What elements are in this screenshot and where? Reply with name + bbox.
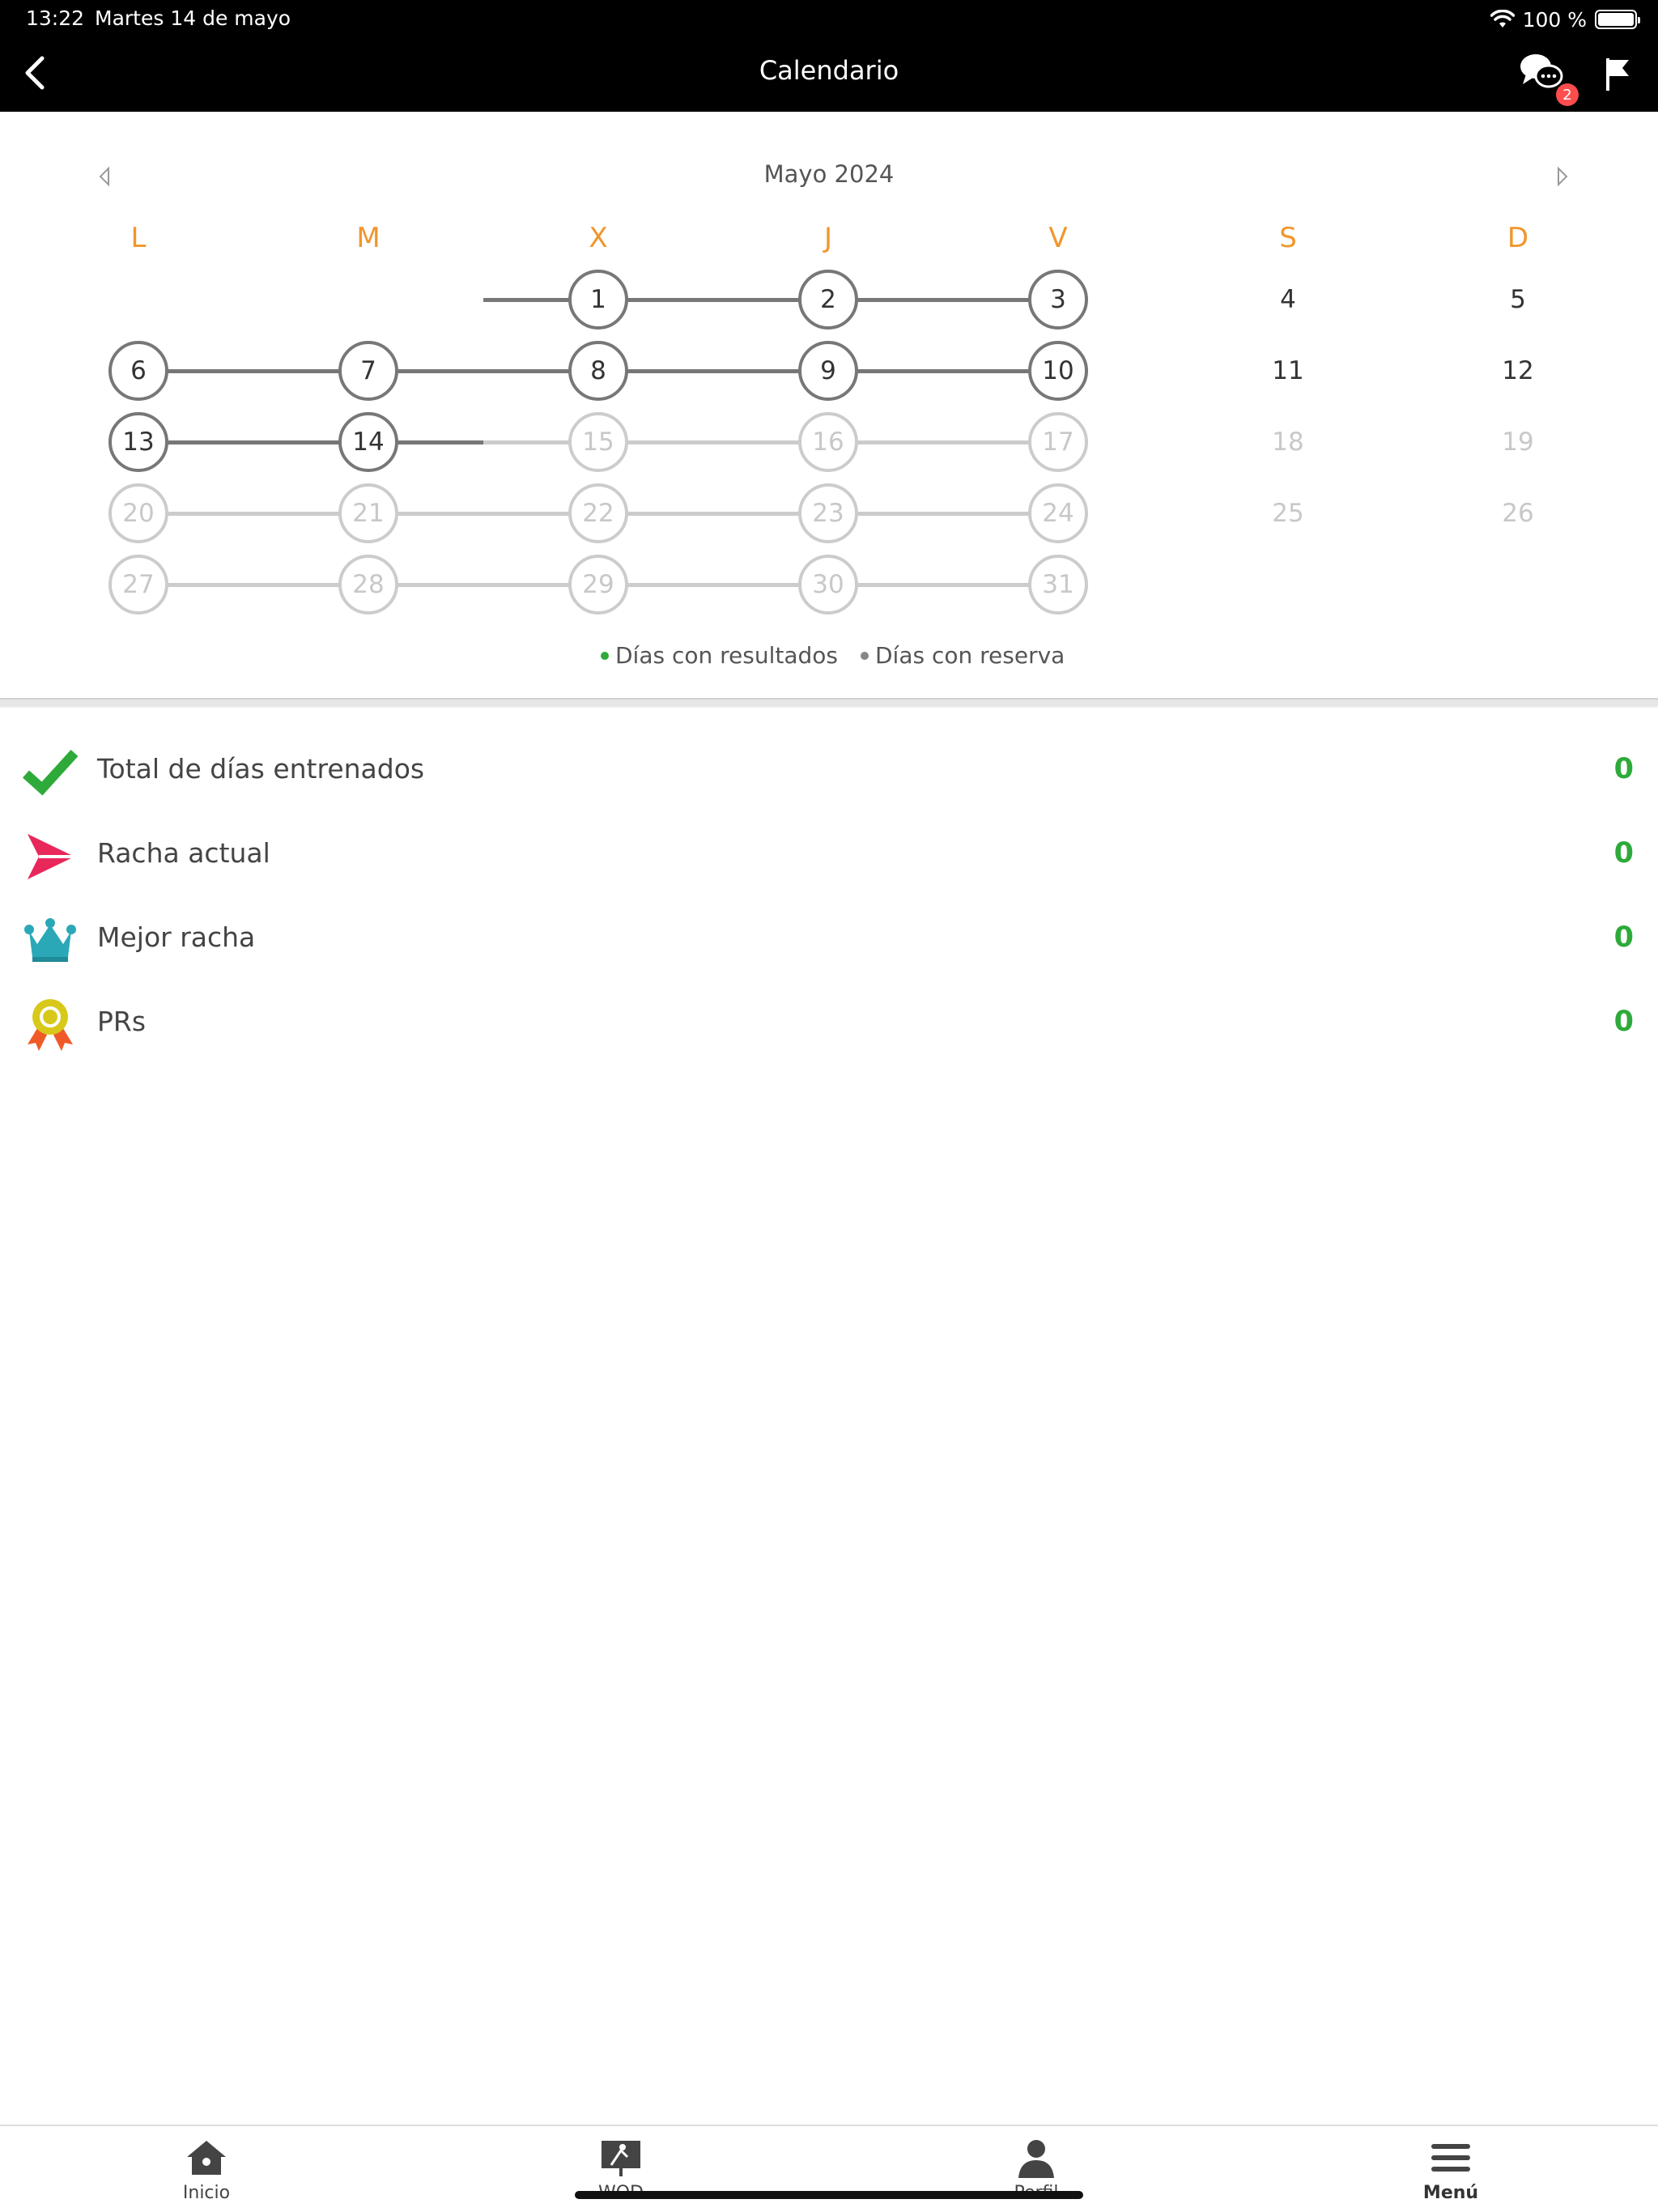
stat-label: Racha actual <box>97 837 270 869</box>
week-connector-line <box>598 512 828 516</box>
week-connector-line <box>828 369 1058 373</box>
calendar-day-circle[interactable]: 20 <box>108 483 168 543</box>
tab-label: Menú <box>1422 2183 1479 2203</box>
battery-percent: 100 % <box>1522 7 1587 32</box>
week-connector-line <box>828 298 1058 302</box>
calendar-day-weekend[interactable]: 26 <box>1502 499 1534 528</box>
stat-value: 0 <box>1613 837 1634 870</box>
calendar-day-weekend[interactable]: 19 <box>1502 428 1534 457</box>
menu-icon <box>1428 2138 1473 2181</box>
month-title: Mayo 2024 <box>763 160 895 188</box>
week-connector-line <box>828 512 1058 516</box>
weekday-header: S <box>1279 222 1297 254</box>
calendar-day-circle[interactable]: 24 <box>1028 483 1088 543</box>
chat-badge: 2 <box>1556 83 1579 106</box>
stat-label: Mejor racha <box>97 921 256 953</box>
week-connector-line <box>598 440 828 445</box>
week-connector-line <box>138 512 368 516</box>
medal-icon <box>21 996 79 1054</box>
calendar-day-weekend[interactable]: 18 <box>1272 428 1304 457</box>
calendar-day-weekend[interactable]: 12 <box>1502 356 1534 385</box>
profile-icon <box>1014 2138 1059 2181</box>
page-title: Calendario <box>759 55 899 86</box>
status-date: Martes 14 de mayo <box>95 6 291 30</box>
weekday-header: X <box>589 222 608 254</box>
calendar-day-circle[interactable]: 22 <box>568 483 628 543</box>
calendar-day-circle[interactable]: 16 <box>798 412 858 472</box>
weekday-header: V <box>1048 222 1068 254</box>
stat-label: Total de días entrenados <box>97 753 425 785</box>
weekday-header: L <box>130 222 147 254</box>
tab-label: Inicio <box>182 2183 231 2203</box>
calendar-day-circle[interactable]: 29 <box>568 555 628 615</box>
calendar-day-circle[interactable]: 21 <box>338 483 398 543</box>
results-dot-icon <box>601 652 609 660</box>
home-icon <box>184 2138 229 2181</box>
stat-value: 0 <box>1613 1006 1634 1038</box>
week-connector-line <box>828 583 1058 587</box>
week-connector-line <box>598 298 828 302</box>
stat-label: PRs <box>97 1006 147 1037</box>
legend-reservation <box>861 642 1065 669</box>
week-connector-line <box>598 583 828 587</box>
week-connector-line <box>368 512 598 516</box>
status-indicators <box>1490 5 1637 34</box>
calendar-day-weekend[interactable]: 25 <box>1272 499 1304 528</box>
stat-best-streak <box>0 904 1658 968</box>
calendar-day-circle[interactable]: 15 <box>568 412 628 472</box>
calendar-day-circle[interactable]: 10 <box>1028 341 1088 401</box>
week-connector-line <box>138 440 368 445</box>
calendar-day-circle[interactable]: 6 <box>108 341 168 401</box>
calendar-day-weekend[interactable]: 11 <box>1272 356 1304 385</box>
calendar-day-circle[interactable]: 9 <box>798 341 858 401</box>
week-connector-line <box>138 369 368 373</box>
stat-prs <box>0 988 1658 1053</box>
wifi-icon <box>1490 10 1515 29</box>
legend-reservation-label: Días con reserva <box>875 642 1065 669</box>
crown-icon <box>21 912 79 970</box>
top-bar <box>0 0 1658 112</box>
calendar-day-circle[interactable]: 17 <box>1028 412 1088 472</box>
checkmark-icon <box>21 743 79 802</box>
calendar-day-circle[interactable]: 1 <box>568 270 628 330</box>
next-month-icon[interactable] <box>1554 165 1571 188</box>
wod-board-icon <box>598 2138 644 2181</box>
calendar-day-circle[interactable]: 7 <box>338 341 398 401</box>
reservation-dot-icon <box>861 652 869 660</box>
tab-inicio[interactable] <box>125 2138 287 2203</box>
home-indicator <box>575 2191 1083 2199</box>
legend-results <box>601 642 838 669</box>
calendar-day-weekend[interactable]: 4 <box>1280 285 1296 314</box>
calendar-day-circle[interactable]: 27 <box>108 555 168 615</box>
calendar-day-circle[interactable]: 3 <box>1028 270 1088 330</box>
weekday-header: D <box>1507 222 1529 254</box>
week-connector-line <box>598 369 828 373</box>
status-time: 13:22 <box>26 6 85 30</box>
week-connector-line <box>368 369 598 373</box>
stat-value: 0 <box>1613 753 1634 785</box>
legend-results-label: Días con resultados <box>615 642 839 669</box>
calendar-day-circle[interactable]: 30 <box>798 555 858 615</box>
week-connector-line <box>828 440 1058 445</box>
paper-plane-icon <box>21 827 79 886</box>
calendar-legend <box>0 642 1658 674</box>
battery-icon <box>1595 10 1637 29</box>
calendar-day-circle[interactable]: 23 <box>798 483 858 543</box>
week-connector-line <box>138 583 368 587</box>
calendar-day-circle[interactable]: 13 <box>108 412 168 472</box>
weekday-header: M <box>356 222 380 254</box>
calendar-day-circle[interactable]: 14 <box>338 412 398 472</box>
calendar-day-weekend[interactable]: 5 <box>1510 285 1526 314</box>
stat-total-days <box>0 735 1658 800</box>
calendar-day-circle[interactable]: 8 <box>568 341 628 401</box>
stat-current-streak <box>0 819 1658 884</box>
weekday-header: J <box>823 222 833 254</box>
flag-icon[interactable] <box>1601 55 1634 94</box>
calendar-day-circle[interactable]: 28 <box>338 555 398 615</box>
calendar-day-circle[interactable]: 2 <box>798 270 858 330</box>
week-connector-line <box>368 583 598 587</box>
calendar-day-circle[interactable]: 31 <box>1028 555 1088 615</box>
stat-value: 0 <box>1613 921 1634 954</box>
section-divider <box>0 698 1658 708</box>
tab-menu[interactable] <box>1370 2138 1532 2203</box>
